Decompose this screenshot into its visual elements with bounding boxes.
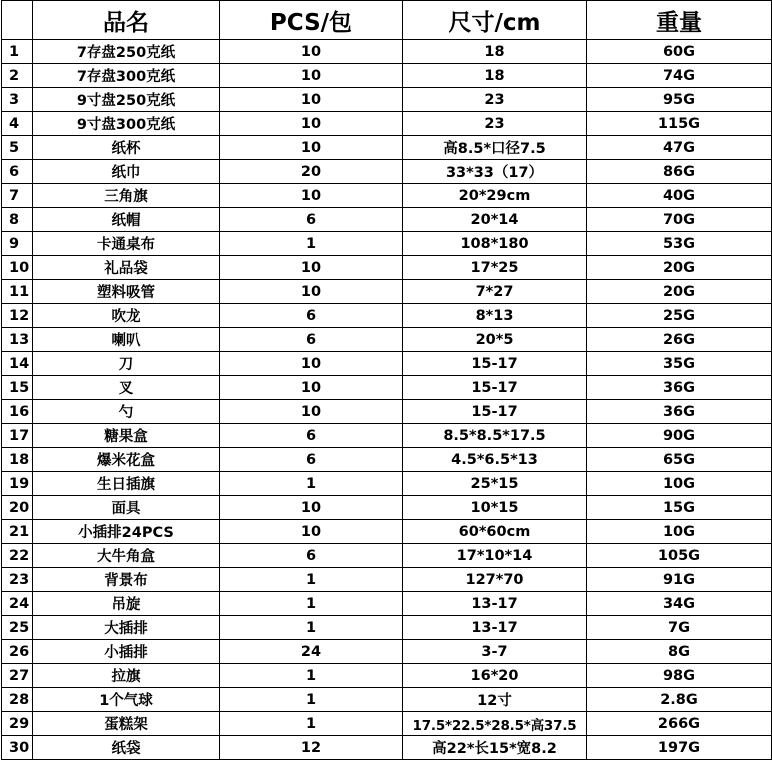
product-name-cell: 勺	[33, 400, 220, 424]
product-name-cell: 小插排24PCS	[33, 520, 220, 544]
size-cell: 15-17	[403, 352, 587, 376]
weight-cell: 197G	[587, 736, 772, 760]
row-index: 15	[2, 376, 33, 400]
weight-cell: 2.8G	[587, 688, 772, 712]
table-row	[2, 352, 772, 376]
table-row	[2, 568, 772, 592]
row-index: 20	[2, 496, 33, 520]
product-name-cell: 吹龙	[33, 304, 220, 328]
weight-cell: 26G	[587, 328, 772, 352]
header-weight: 重量	[587, 1, 772, 40]
product-name-cell: 纸巾	[33, 160, 220, 184]
weight-cell: 266G	[587, 712, 772, 736]
row-index: 1	[2, 40, 33, 64]
size-cell: 108*180	[403, 232, 587, 256]
table-row	[2, 448, 772, 472]
size-cell: 3-7	[403, 640, 587, 664]
table-row	[2, 376, 772, 400]
table-row	[2, 232, 772, 256]
weight-cell: 36G	[587, 400, 772, 424]
row-index: 26	[2, 640, 33, 664]
pcs-cell: 10	[220, 256, 403, 280]
product-name-cell: 拉旗	[33, 664, 220, 688]
table-row	[2, 64, 772, 88]
table-header	[2, 1, 772, 40]
product-name-cell: 7存盘300克纸	[33, 64, 220, 88]
pcs-cell: 6	[220, 448, 403, 472]
product-name-cell: 纸袋	[33, 736, 220, 760]
table-row	[2, 160, 772, 184]
row-index: 14	[2, 352, 33, 376]
table-row	[2, 640, 772, 664]
row-index: 25	[2, 616, 33, 640]
pcs-cell: 10	[220, 88, 403, 112]
pcs-cell: 1	[220, 232, 403, 256]
pcs-cell: 10	[220, 64, 403, 88]
size-cell: 8*13	[403, 304, 587, 328]
size-cell: 20*29cm	[403, 184, 587, 208]
row-index: 4	[2, 112, 33, 136]
row-index: 17	[2, 424, 33, 448]
table-row	[2, 256, 772, 280]
row-index: 28	[2, 688, 33, 712]
product-name-cell: 刀	[33, 352, 220, 376]
row-index: 13	[2, 328, 33, 352]
row-index: 30	[2, 736, 33, 760]
product-name-cell: 三角旗	[33, 184, 220, 208]
table-row	[2, 616, 772, 640]
product-name-cell: 7存盘250克纸	[33, 40, 220, 64]
product-name-cell: 糖果盒	[33, 424, 220, 448]
row-index: 16	[2, 400, 33, 424]
weight-cell: 60G	[587, 40, 772, 64]
table-body	[2, 40, 772, 760]
pcs-cell: 10	[220, 496, 403, 520]
size-cell: 15-17	[403, 400, 587, 424]
table-row	[2, 592, 772, 616]
size-cell: 23	[403, 88, 587, 112]
table-row	[2, 424, 772, 448]
pcs-cell: 10	[220, 184, 403, 208]
table-row	[2, 400, 772, 424]
pcs-cell: 1	[220, 688, 403, 712]
pcs-cell: 10	[220, 40, 403, 64]
pcs-cell: 1	[220, 712, 403, 736]
row-index: 7	[2, 184, 33, 208]
size-cell: 127*70	[403, 568, 587, 592]
row-index: 12	[2, 304, 33, 328]
table-row	[2, 88, 772, 112]
product-name-cell: 大插排	[33, 616, 220, 640]
weight-cell: 35G	[587, 352, 772, 376]
product-name-cell: 大牛角盒	[33, 544, 220, 568]
row-index: 11	[2, 280, 33, 304]
header-row	[2, 1, 772, 40]
pcs-cell: 1	[220, 568, 403, 592]
table-row	[2, 304, 772, 328]
header-product-name: 品名	[33, 1, 220, 40]
product-name-cell: 9寸盘250克纸	[33, 88, 220, 112]
pcs-cell: 1	[220, 616, 403, 640]
size-cell: 17*25	[403, 256, 587, 280]
weight-cell: 86G	[587, 160, 772, 184]
row-index: 18	[2, 448, 33, 472]
size-cell: 4.5*6.5*13	[403, 448, 587, 472]
row-index: 24	[2, 592, 33, 616]
size-cell: 23	[403, 112, 587, 136]
product-name-cell: 礼品袋	[33, 256, 220, 280]
header-size: 尺寸/cm	[403, 1, 587, 40]
table-row	[2, 496, 772, 520]
pcs-cell: 1	[220, 664, 403, 688]
size-cell: 15-17	[403, 376, 587, 400]
pcs-cell: 24	[220, 640, 403, 664]
product-name-cell: 叉	[33, 376, 220, 400]
size-cell: 20*14	[403, 208, 587, 232]
weight-cell: 65G	[587, 448, 772, 472]
size-cell: 13-17	[403, 592, 587, 616]
pcs-cell: 12	[220, 736, 403, 760]
pcs-cell: 10	[220, 400, 403, 424]
pcs-cell: 10	[220, 136, 403, 160]
size-cell: 18	[403, 40, 587, 64]
row-index: 9	[2, 232, 33, 256]
size-cell: 12寸	[403, 688, 587, 712]
row-index: 21	[2, 520, 33, 544]
row-index: 6	[2, 160, 33, 184]
pcs-cell: 1	[220, 472, 403, 496]
size-cell: 33*33（17）	[403, 160, 587, 184]
row-index: 19	[2, 472, 33, 496]
weight-cell: 91G	[587, 568, 772, 592]
size-cell: 20*5	[403, 328, 587, 352]
size-cell: 7*27	[403, 280, 587, 304]
product-name-cell: 9寸盘300克纸	[33, 112, 220, 136]
weight-cell: 20G	[587, 280, 772, 304]
row-index: 29	[2, 712, 33, 736]
weight-cell: 36G	[587, 376, 772, 400]
size-cell: 17.5*22.5*28.5*高37.5	[403, 712, 587, 736]
weight-cell: 95G	[587, 88, 772, 112]
table-row	[2, 328, 772, 352]
weight-cell: 98G	[587, 664, 772, 688]
weight-cell: 25G	[587, 304, 772, 328]
weight-cell: 7G	[587, 616, 772, 640]
product-name-cell: 纸杯	[33, 136, 220, 160]
pcs-cell: 10	[220, 376, 403, 400]
size-cell: 25*15	[403, 472, 587, 496]
weight-cell: 74G	[587, 64, 772, 88]
table-row	[2, 280, 772, 304]
table-row	[2, 520, 772, 544]
size-cell: 18	[403, 64, 587, 88]
pcs-cell: 6	[220, 328, 403, 352]
product-name-cell: 小插排	[33, 640, 220, 664]
table-row	[2, 664, 772, 688]
size-cell: 13-17	[403, 616, 587, 640]
table-row	[2, 472, 772, 496]
table-row	[2, 208, 772, 232]
product-name-cell: 吊旋	[33, 592, 220, 616]
weight-cell: 20G	[587, 256, 772, 280]
row-index: 10	[2, 256, 33, 280]
size-cell: 8.5*8.5*17.5	[403, 424, 587, 448]
weight-cell: 105G	[587, 544, 772, 568]
pcs-cell: 6	[220, 544, 403, 568]
product-name-cell: 爆米花盒	[33, 448, 220, 472]
pcs-cell: 10	[220, 352, 403, 376]
pcs-cell: 20	[220, 160, 403, 184]
weight-cell: 15G	[587, 496, 772, 520]
product-name-cell: 面具	[33, 496, 220, 520]
weight-cell: 70G	[587, 208, 772, 232]
header-index	[2, 1, 33, 40]
row-index: 22	[2, 544, 33, 568]
size-cell: 60*60cm	[403, 520, 587, 544]
size-cell: 17*10*14	[403, 544, 587, 568]
weight-cell: 10G	[587, 520, 772, 544]
table-row	[2, 136, 772, 160]
product-name-cell: 塑料吸管	[33, 280, 220, 304]
product-name-cell: 喇叭	[33, 328, 220, 352]
product-name-cell: 蛋糕架	[33, 712, 220, 736]
row-index: 3	[2, 88, 33, 112]
weight-cell: 40G	[587, 184, 772, 208]
size-cell: 高22*长15*宽8.2	[403, 736, 587, 760]
product-name-cell: 1个气球	[33, 688, 220, 712]
row-index: 23	[2, 568, 33, 592]
size-cell: 高8.5*口径7.5	[403, 136, 587, 160]
size-cell: 16*20	[403, 664, 587, 688]
row-index: 8	[2, 208, 33, 232]
pcs-cell: 6	[220, 424, 403, 448]
weight-cell: 34G	[587, 592, 772, 616]
table-row	[2, 688, 772, 712]
row-index: 5	[2, 136, 33, 160]
row-index: 2	[2, 64, 33, 88]
weight-cell: 53G	[587, 232, 772, 256]
pcs-cell: 10	[220, 520, 403, 544]
weight-cell: 8G	[587, 640, 772, 664]
table-row	[2, 184, 772, 208]
size-cell: 10*15	[403, 496, 587, 520]
product-name-cell: 纸帽	[33, 208, 220, 232]
header-pcs-per-pack: PCS/包	[220, 1, 403, 40]
weight-cell: 115G	[587, 112, 772, 136]
pcs-cell: 10	[220, 280, 403, 304]
table-row	[2, 544, 772, 568]
weight-cell: 10G	[587, 472, 772, 496]
table-row	[2, 112, 772, 136]
product-name-cell: 背景布	[33, 568, 220, 592]
table-row	[2, 40, 772, 64]
weight-cell: 47G	[587, 136, 772, 160]
weight-cell: 90G	[587, 424, 772, 448]
pcs-cell: 6	[220, 208, 403, 232]
product-name-cell: 生日插旗	[33, 472, 220, 496]
product-spec-table	[1, 0, 772, 760]
product-name-cell: 卡通桌布	[33, 232, 220, 256]
table-row	[2, 736, 772, 760]
table-row	[2, 712, 772, 736]
pcs-cell: 6	[220, 304, 403, 328]
pcs-cell: 1	[220, 592, 403, 616]
row-index: 27	[2, 664, 33, 688]
pcs-cell: 10	[220, 112, 403, 136]
